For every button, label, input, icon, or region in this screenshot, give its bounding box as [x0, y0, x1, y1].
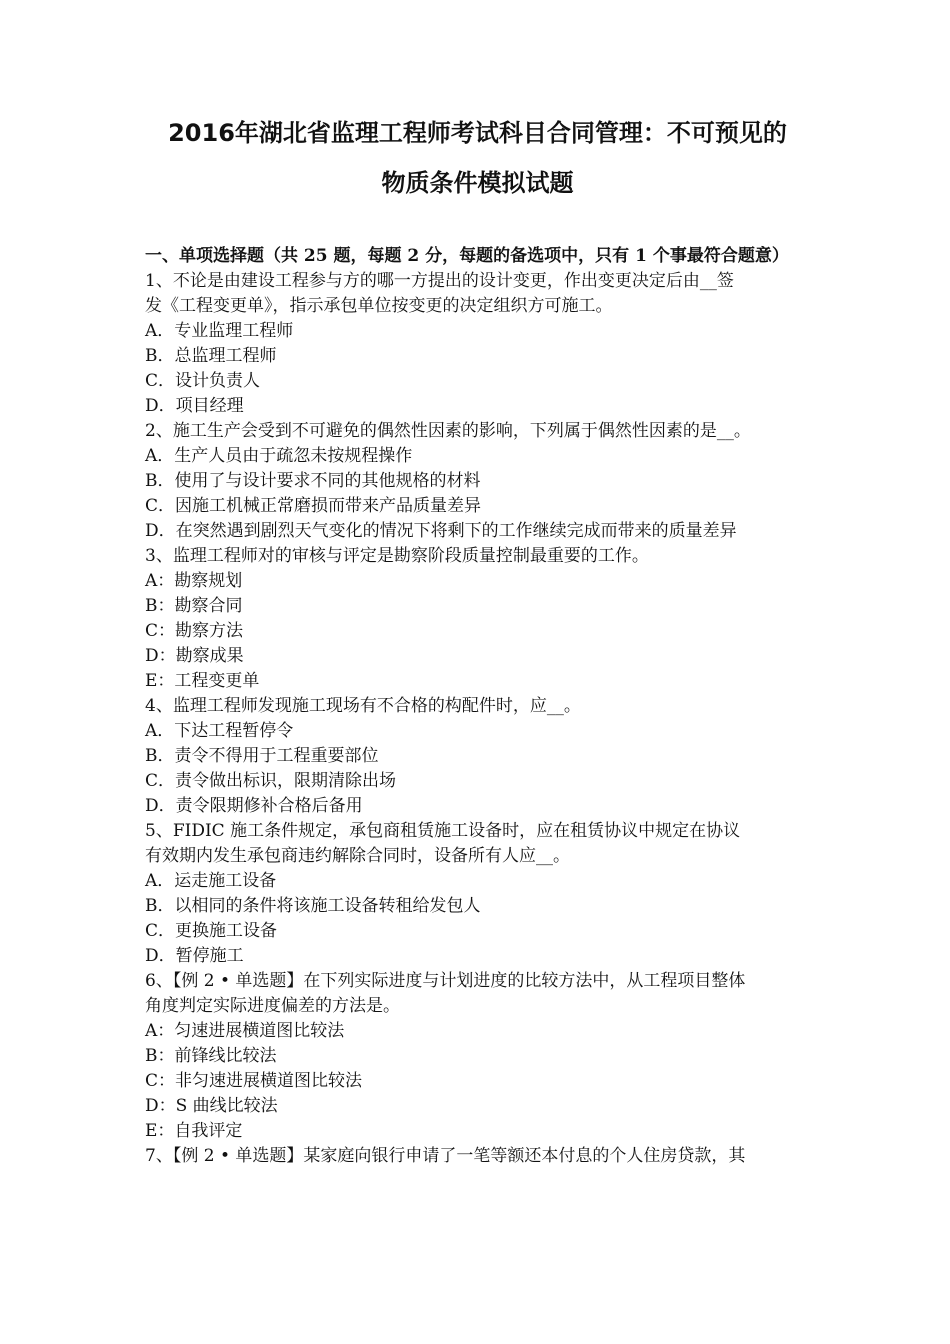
- option-line: C：非匀速进展横道图比较法: [145, 1071, 363, 1091]
- section-header: 一、单项选择题（共 25 题，每题 2 分，每题的备选项中，只有 1 个事最符合题意）: [145, 246, 789, 266]
- text-line: 发《工程变更单》，指示承包单位按变更的决定组织方可施工。: [145, 296, 613, 316]
- option-line: E：工程变更单: [145, 671, 260, 691]
- text-line: 4、监理工程师发现施工现场有不合格的构配件时，应__。: [145, 696, 581, 716]
- option-line: C：勘察方法: [145, 621, 244, 641]
- text-line: 1、不论是由建设工程参与方的哪一方提出的设计变更，作出变更决定后由__签: [145, 271, 734, 291]
- text-line: 5、FIDIC 施工条件规定，承包商租赁施工设备时，应在租赁协议中规定在协议: [145, 821, 741, 841]
- option-line: D：勘察成果: [145, 646, 244, 666]
- option-line: B．以相同的条件将该施工设备转租给发包人: [145, 896, 481, 916]
- option-line: B．总监理工程师: [145, 346, 277, 366]
- text-line: 3、监理工程师对的审核与评定是勘察阶段质量控制最重要的工作。: [145, 546, 649, 566]
- option-line: A．专业监理工程师: [145, 321, 294, 341]
- option-line: D．暂停施工: [145, 946, 244, 966]
- option-line: C．责令做出标识，限期清除出场: [145, 771, 397, 791]
- option-line: D．项目经理: [145, 396, 244, 416]
- text-line: 7、【例 2 • 单选题】某家庭向银行申请了一笔等额还本付息的个人住房贷款，其: [145, 1146, 746, 1166]
- option-line: B．使用了与设计要求不同的其他规格的材料: [145, 471, 481, 491]
- option-line: C．设计负责人: [145, 371, 261, 391]
- text-line: 2、施工生产会受到不可避免的偶然性因素的影响，下列属于偶然性因素的是__。: [145, 421, 751, 441]
- option-line: D．在突然遇到剧烈天气变化的情况下将剩下的工作继续完成而带来的质量差异: [145, 521, 737, 541]
- title-line-2: 物质条件模拟试题: [381, 169, 574, 197]
- text-line: 6、【例 2 • 单选题】在下列实际进度与计划进度的比较方法中，从工程项目整体: [145, 971, 746, 991]
- option-line: A．运走施工设备: [145, 871, 277, 891]
- option-line: A．下达工程暂停令: [145, 721, 294, 741]
- option-line: D．责令限期修补合格后备用: [145, 796, 363, 816]
- text-line: 角度判定实际进度偏差的方法是。: [145, 996, 400, 1016]
- text-line: 有效期内发生承包商违约解除合同时，设备所有人应__。: [145, 846, 570, 866]
- option-line: A：匀速进展横道图比较法: [145, 1021, 345, 1041]
- option-line: C．因施工机械正常磨损而带来产品质量差异: [145, 496, 482, 516]
- option-line: A：勘察规划: [145, 571, 243, 591]
- option-line: D：S 曲线比较法: [145, 1096, 278, 1116]
- option-line: B：勘察合同: [145, 596, 243, 616]
- option-line: B．责令不得用于工程重要部位: [145, 746, 379, 766]
- option-line: E：自我评定: [145, 1121, 243, 1141]
- document-title: [145, 108, 810, 208]
- option-line: C．更换施工设备: [145, 921, 278, 941]
- question-list: [145, 269, 810, 1169]
- title-line-1: 2016年湖北省监理工程师考试科目合同管理：不可预见的: [168, 119, 787, 147]
- option-line: B：前锋线比较法: [145, 1046, 277, 1066]
- option-line: A．生产人员由于疏忽未按规程操作: [145, 446, 413, 466]
